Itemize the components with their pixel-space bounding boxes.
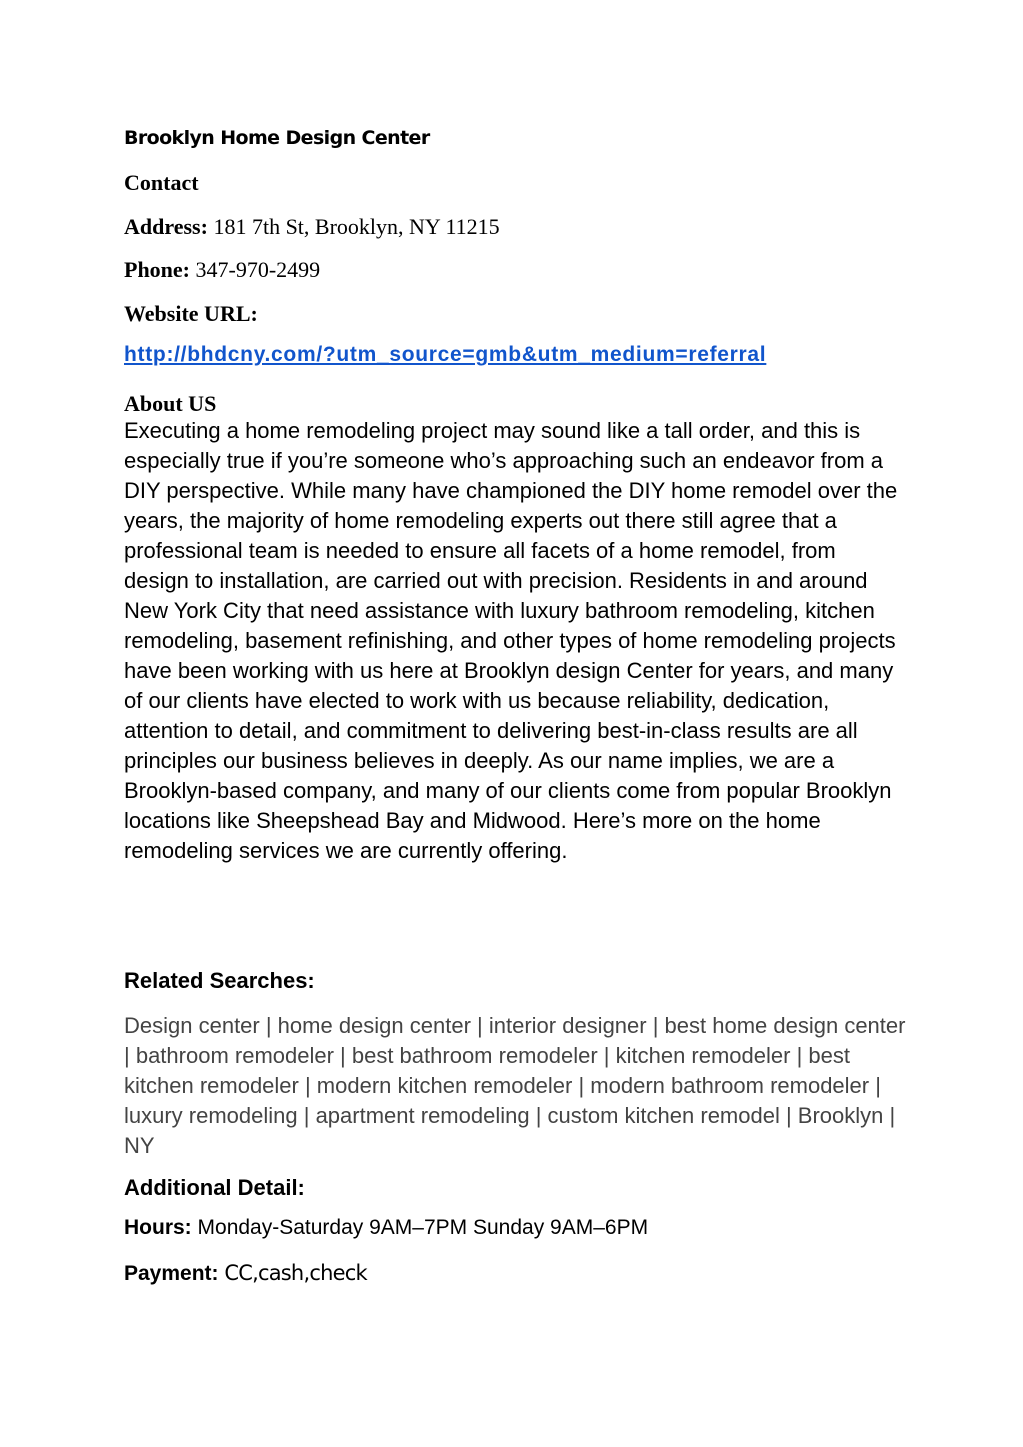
website-label: Website URL: — [124, 301, 258, 326]
hours-line — [124, 1216, 648, 1240]
website-link[interactable]: http://bhdcny.com/?utm_source=gmb&utm_medium=referral — [124, 343, 767, 366]
contact-heading: Contact — [124, 170, 199, 195]
payment-value: CC,cash,check — [224, 1261, 367, 1285]
address-line — [124, 214, 500, 240]
payment-label: Payment: — [124, 1262, 219, 1285]
related-searches-list: Design center | home design center | interior designer | best home design center | bathroom remodeler | best bathroom remodeler | kitchen remodeler | best kitchen remodeler | modern kitchen remodeler | modern bathroom remodeler | luxury remodeling | apartment remodeling | custom kitchen remodel | Brooklyn | NY — [124, 1013, 906, 1158]
business-title: Brooklyn Home Design Center — [124, 127, 430, 149]
hours-value: Monday-Saturday 9AM–7PM Sunday 9AM–6PM — [197, 1216, 649, 1239]
address-value: 181 7th St, Brooklyn, NY 11215 — [213, 214, 500, 239]
about-heading: About US — [124, 391, 217, 416]
payment-line — [124, 1261, 367, 1286]
additional-detail-heading: Additional Detail: — [124, 1175, 305, 1200]
related-searches-heading: Related Searches: — [124, 968, 315, 993]
phone-value: 347-970-2499 — [195, 257, 321, 282]
about-paragraph: Executing a home remodeling project may sound like a tall order, and this is especially true if you’re someone who’s approaching such an endeavor from a DIY perspective. While many have championed the DIY home remodel over the years, the majority of home remodeling experts out there still agree that a professional team is needed to ensure all facets of a home remodel, from design to installation, are carried out with precision. Residents in and around New York City that need assistance with luxury bathroom remodeling, kitchen remodeling, basement refinishing, and other types of home remodeling projects have been working with us here at Brooklyn design Center for years, and many of our clients have elected to work with us because reliability, dedication, attention to detail, and commitment to delivering best-in-class results are all principles our business believes in deeply. As our name implies, we are a Brooklyn-based company, and many of our clients come from popular Brooklyn locations like Sheepshead Bay and Midwood. Here’s more on the home remodeling services we are currently offering. — [124, 418, 898, 863]
phone-line — [124, 257, 320, 283]
hours-label: Hours: — [124, 1216, 192, 1239]
phone-label: Phone: — [124, 257, 190, 282]
address-label: Address: — [124, 214, 208, 239]
